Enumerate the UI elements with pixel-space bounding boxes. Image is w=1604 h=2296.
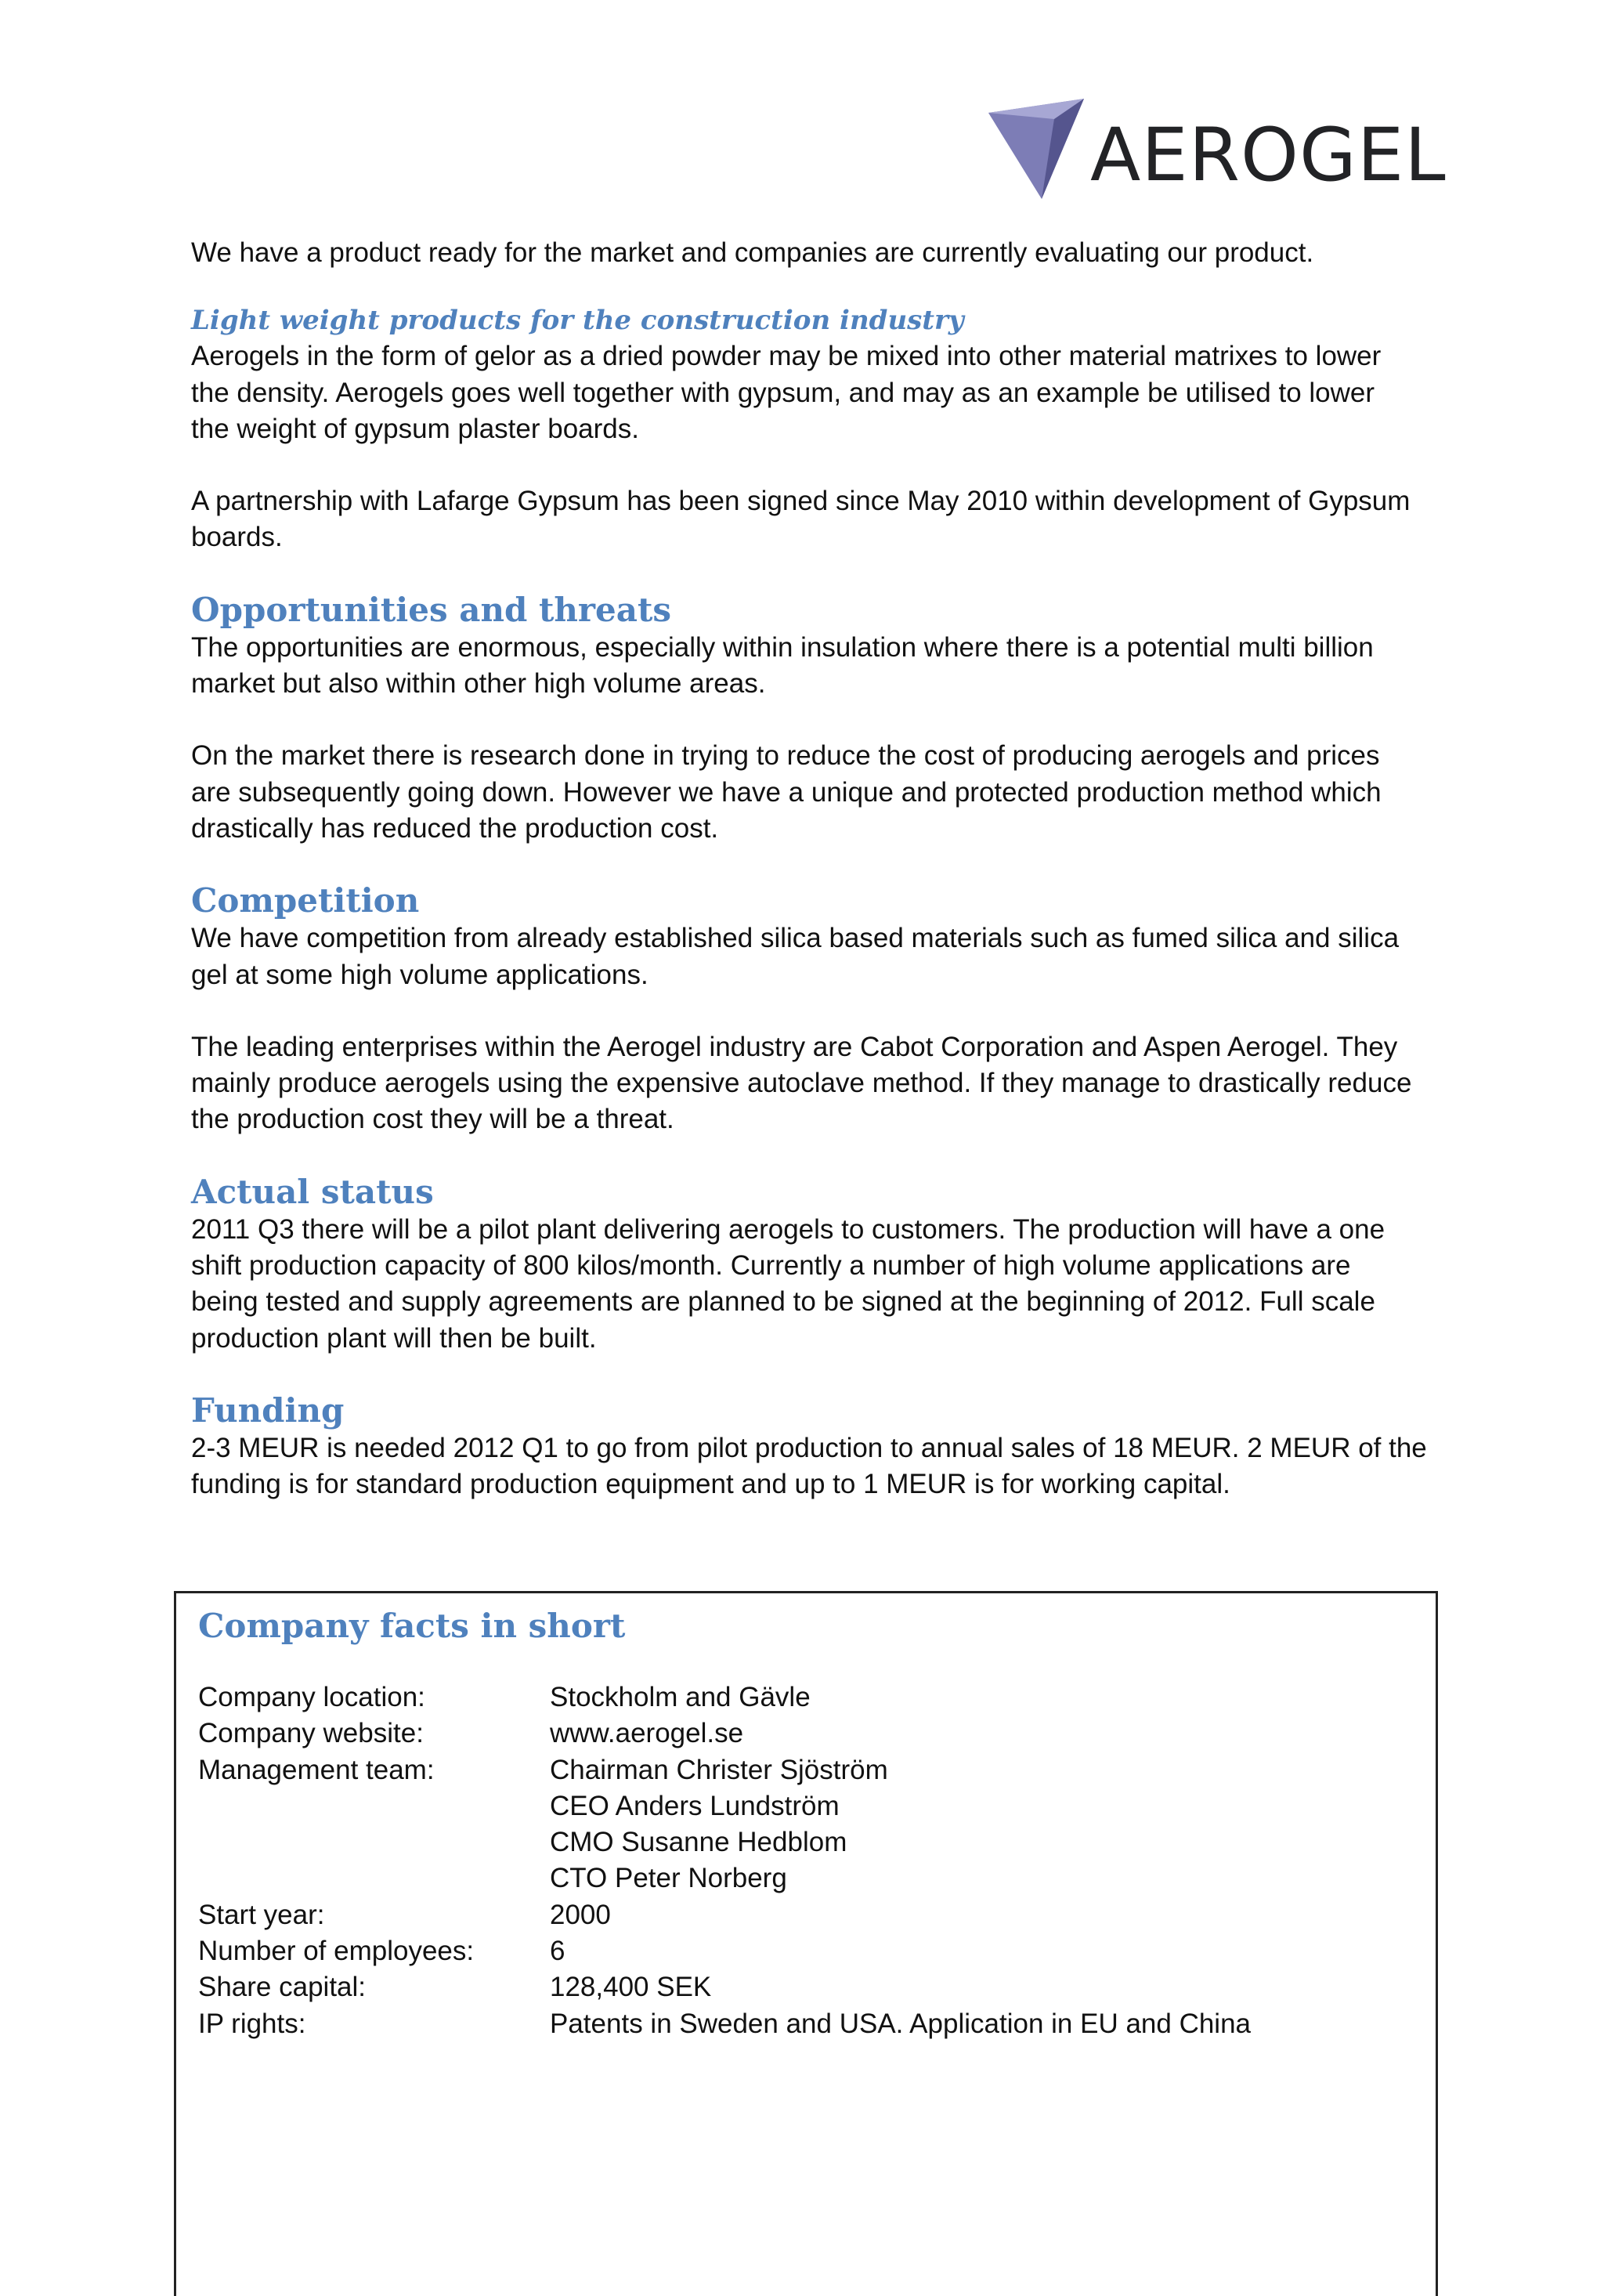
management-member: CTO Peter Norberg — [550, 1863, 787, 1894]
section-heading-competition: Competition — [191, 881, 420, 920]
fact-row-location — [198, 1680, 1420, 1716]
fact-label: Company location: — [198, 1682, 425, 1712]
document-body — [191, 235, 1429, 1503]
section-heading-lightweight: Light weight products for the construction industry — [191, 305, 964, 337]
section-heading-opportunities: Opportunities and threats — [191, 590, 672, 629]
lightweight-paragraph-2: A partnership with Lafarge Gypsum has been signed since May 2010 within development of Gypsum boards. — [191, 486, 1411, 553]
fact-row-start-year — [198, 1897, 1420, 1933]
fact-label: Share capital: — [198, 1972, 367, 2003]
fact-value: Stockholm and Gävle — [550, 1682, 811, 1712]
fact-row-ip-rights — [198, 2006, 1420, 2042]
fact-label: Start year: — [198, 1899, 325, 1930]
logo-triangle-icon — [988, 99, 1090, 201]
funding-paragraph: 2-3 MEUR is needed 2012 Q1 to go from pilot production to annual sales of 18 MEUR. 2 MEUR of the funding is for standard production equipment and up to 1 MEUR is for working capital. — [191, 1432, 1427, 1500]
fact-value: 128,400 SEK — [550, 1972, 712, 2003]
company-facts-title: Company facts in short — [198, 1607, 626, 1645]
fact-label: IP rights: — [198, 2008, 306, 2039]
fact-row-share-capital — [198, 1969, 1420, 2005]
fact-label: Management team: — [198, 1754, 435, 1785]
fact-value: 2000 — [550, 1899, 611, 1930]
fact-value: Patents in Sweden and USA. Application in EU and China — [550, 2008, 1252, 2039]
management-member: CEO Anders Lundström — [550, 1790, 840, 1821]
fact-row-employees — [198, 1933, 1420, 1969]
fact-row-website — [198, 1716, 1420, 1752]
lightweight-paragraph-1: Aerogels in the form of gelor as a dried powder may be mixed into other material matrixes to lower the density. Aerogels goes well together with gypsum, and may as an example be utilised to lower the weight of gypsum plaster boards. — [191, 341, 1382, 444]
intro-paragraph: We have a product ready for the market and companies are currently evaluating our product. — [191, 237, 1314, 268]
opportunities-paragraph-2: On the market there is research done in trying to reduce the cost of producing aerogels and prices are subsequently going down. However we have a unique and protected production method which drastically has reduced the production cost. — [191, 740, 1382, 844]
opportunities-paragraph-1: The opportunities are enormous, especially within insulation where there is a potential multi billion market but also within other high volume areas. — [191, 631, 1374, 700]
company-facts-box — [174, 1591, 1438, 2296]
fact-label: Number of employees: — [198, 1936, 475, 1967]
management-member: Chairman Christer Sjöström — [550, 1754, 888, 1785]
fact-row-management — [198, 1752, 1420, 1897]
company-facts-list — [198, 1680, 1420, 2042]
section-heading-actual-status: Actual status — [191, 1172, 434, 1211]
section-heading-funding: Funding — [191, 1390, 345, 1430]
competition-paragraph-2: The leading enterprises within the Aerogel industry are Cabot Corporation and Aspen Aerogel. They mainly produce aerogels using the expensive autoclave method. If they manage to drastically reduce the production cost they will be a threat. — [191, 1031, 1412, 1135]
competition-paragraph-1: We have competition from already established silica based materials such as fumed silica and silica gel at some high volume applications. — [191, 923, 1400, 990]
fact-label: Company website: — [198, 1718, 424, 1749]
actual-status-paragraph: 2011 Q3 there will be a pilot plant delivering aerogels to customers. The production will have a one shift production capacity of 800 kilos/month. Currently a number of high volume applications are being tested and supply agreements are planned to be signed at the beginning of 2012. Full scale production plant will then be built. — [191, 1213, 1385, 1354]
fact-value: 6 — [550, 1936, 565, 1967]
logo-wordmark: AEROGEL — [1090, 113, 1447, 198]
website-link[interactable]: www.aerogel.se — [550, 1718, 744, 1749]
company-logo — [988, 99, 1447, 201]
management-member: CMO Susanne Hedblom — [550, 1827, 847, 1858]
